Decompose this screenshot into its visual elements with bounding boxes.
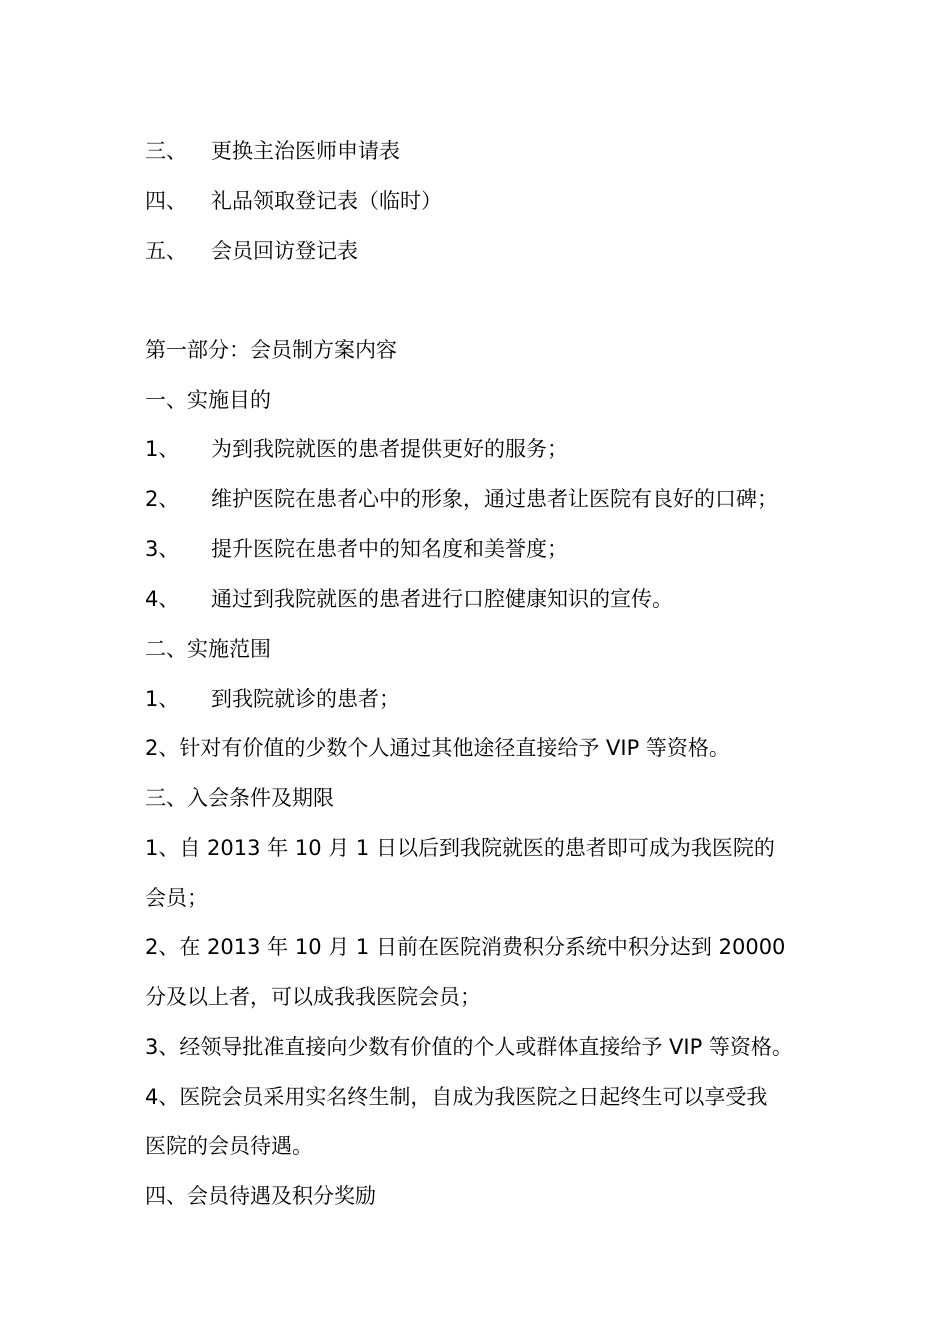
item-number: 1、 [145, 437, 180, 461]
item-text: 提升医院在患者中的知名度和美誉度； [211, 537, 568, 561]
appendix-item [145, 186, 825, 216]
item-number: 1、 [145, 687, 180, 711]
paragraph-line: 4、医院会员采用实名终生制，自成为我医院之日起终生可以享受我 [145, 1085, 768, 1109]
item-text: 通过到我院就医的患者进行口腔健康知识的宣传。 [211, 587, 673, 611]
item-text: 会员回访登记表 [211, 239, 358, 263]
paragraph-line: 3、经领导批准直接向少数有价值的个人或群体直接给予 VIP 等资格。 [145, 1035, 793, 1059]
item-number: 四、 [145, 189, 187, 213]
item-number: 三、 [145, 139, 187, 163]
item-number: 五、 [145, 239, 187, 263]
item-text: 更换主治医师申请表 [211, 139, 400, 163]
paragraph-line: 分及以上者，可以成我我医院会员； [145, 985, 481, 1009]
list-item [145, 684, 825, 714]
item-text: 为到我院就医的患者提供更好的服务； [211, 437, 568, 461]
list-item: 2、针对有价值的少数个人通过其他途径直接给予 VIP 等资格。 [145, 736, 730, 760]
section-heading: 四、会员待遇及积分奖励 [145, 1184, 376, 1208]
item-number: 2、 [145, 487, 180, 511]
paragraph-line: 会员； [145, 886, 208, 910]
appendix-item [145, 236, 825, 266]
list-item [145, 434, 825, 464]
item-text: 礼品领取登记表（临时） [211, 189, 442, 213]
list-item [145, 584, 825, 614]
section-heading: 二、实施范围 [145, 637, 271, 661]
item-number: 3、 [145, 537, 180, 561]
section-heading: 一、实施目的 [145, 388, 271, 412]
section-heading: 三、入会条件及期限 [145, 786, 334, 810]
item-text: 到我院就诊的患者； [211, 687, 400, 711]
list-item [145, 484, 825, 514]
item-text: 维护医院在患者心中的形象，通过患者让医院有良好的口碑； [211, 487, 778, 511]
list-item [145, 534, 825, 564]
item-number: 4、 [145, 587, 180, 611]
paragraph-line: 医院的会员待遇。 [145, 1134, 313, 1158]
appendix-item [145, 136, 825, 166]
paragraph-line: 2、在 2013 年 10 月 1 日前在医院消费积分系统中积分达到 20000 [145, 935, 786, 959]
part-title: 第一部分：会员制方案内容 [145, 338, 397, 362]
paragraph-line: 1、自 2013 年 10 月 1 日以后到我院就医的患者即可成为我医院的 [145, 836, 775, 860]
